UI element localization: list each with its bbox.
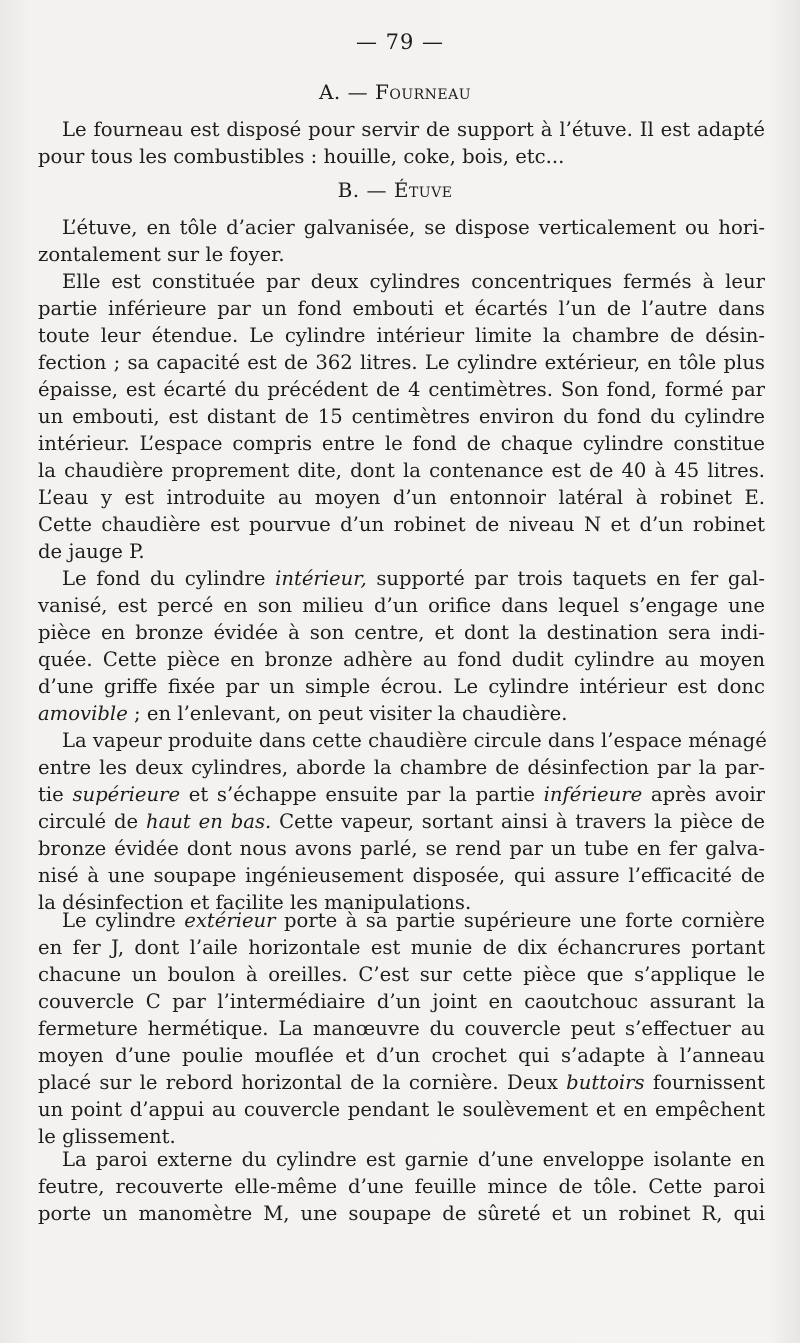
text-line: entre les deux cylindres, aborde la chambre de désinfection par la par-: [38, 756, 765, 779]
paragraph-1: [38, 214, 765, 268]
text-run: porte à sa partie supérieure une forte cornière: [284, 909, 765, 932]
text-run: Le fond du cylindre: [62, 567, 266, 590]
text-line: toute leur étendue. Le cylindre intérieur limite la chambre de désin-: [38, 324, 765, 347]
text-line: de jauge P.: [38, 540, 145, 563]
text-line: fermeture hermétique. La manœuvre du couvercle peut s’effectuer au: [38, 1017, 765, 1040]
text-line: moyen d’une poulie mouflée et d’un crochet qui s’adapte à l’anneau: [38, 1044, 765, 1067]
text-line: Le fourneau est disposé pour servir de support à l’étuve. Il est adapté: [62, 118, 765, 141]
text-line: d’une griffe fixée par un simple écrou. Le cylindre intérieur est donc: [38, 675, 765, 698]
italic-text: intérieur,: [275, 567, 367, 590]
text-line: quée. Cette pièce en bronze adhère au fond dudit cylindre au moyen: [38, 648, 765, 671]
text-line: un embouti, est distant de 15 centimètres environ du fond du cylindre: [38, 405, 765, 428]
text-line: porte un manomètre M, une soupape de sûreté et un robinet R, qui: [38, 1202, 765, 1225]
paragraph-5: [38, 907, 765, 1150]
text-line: bronze évidée dont nous avons parlé, se rend par un tube en fer galva-: [38, 837, 765, 860]
text-line: la chaudière proprement dite, dont la contenance est de 40 à 45 litres.: [38, 459, 765, 482]
text-line: [38, 907, 765, 934]
italic-text: supérieure: [72, 783, 181, 806]
text-line: épaisse, est écarté du précédent de 4 centimètres. Son fond, formé par: [38, 378, 765, 401]
section-heading-b: [0, 178, 790, 202]
text-line: La paroi externe du cylindre est garnie d’une enveloppe isolante en: [62, 1148, 765, 1171]
text-line: [38, 700, 765, 727]
paragraph-4: [38, 727, 765, 916]
text-line: intérieur. L’espace compris entre le fond de chaque cylindre constitue: [38, 432, 765, 455]
text-line: nisé à une soupape ingénieusement disposée, qui assure l’efficacité de: [38, 864, 765, 887]
text-run: circulé de: [38, 810, 139, 833]
text-run: et s’échappe ensuite par la partie: [188, 783, 535, 806]
section-a-paragraph: [38, 116, 765, 170]
text-line: Elle est constituée par deux cylindres concentriques fermés à leur: [62, 270, 765, 293]
italic-text: amovible: [38, 702, 128, 725]
text-run: placé sur le rebord horizontal de la cornière. Deux: [38, 1071, 558, 1094]
text-line: pour tous les combustibles : houille, coke, bois, etc...: [38, 145, 565, 168]
text-run: tie: [38, 783, 64, 806]
text-line: couvercle C par l’intermédiaire d’un joint en caoutchouc assurant la: [38, 990, 765, 1013]
section-b-title: Étuve: [393, 178, 453, 202]
text-line: le glissement.: [38, 1125, 176, 1148]
section-a-title: Fourneau: [374, 80, 472, 104]
text-line: [38, 565, 765, 592]
text-line: un point d’appui au couvercle pendant le soulèvement et en empêchent: [38, 1098, 765, 1121]
paragraph-3: [38, 565, 765, 727]
text-line: [38, 808, 765, 835]
italic-text: buttoirs: [566, 1071, 645, 1094]
italic-text: extérieur: [184, 909, 276, 932]
text-run: Le cylindre: [62, 909, 176, 932]
text-run: après avoir: [650, 783, 765, 806]
section-heading-a: [0, 80, 790, 104]
text-run: fournissent: [652, 1071, 765, 1094]
text-run: supporté par trois taquets en fer gal-: [376, 567, 765, 590]
italic-text: haut en bas.: [145, 810, 272, 833]
text-line: Cette chaudière est pourvue d’un robinet de niveau N et d’un robinet: [38, 513, 765, 536]
text-line: L’étuve, en tôle d’acier galvanisée, se dispose verticalement ou hori-: [62, 216, 765, 239]
paragraph-2: [38, 268, 765, 565]
text-line: chacune un boulon à oreilles. C’est sur cette pièce que s’applique le: [38, 963, 765, 986]
text-run: ; en l’enlevant, on peut visiter la chaudière.: [127, 702, 568, 725]
text-line: [38, 1069, 765, 1096]
italic-text: inférieure: [543, 783, 643, 806]
text-line: feutre, recouverte elle-même d’une feuille mince de tôle. Cette paroi: [38, 1175, 765, 1198]
text-line: fection ; sa capacité est de 362 litres. Le cylindre extérieur, en tôle plus: [38, 351, 765, 374]
text-line: en fer J, dont l’aile horizontale est munie de dix échancrures portant: [38, 936, 765, 959]
text-line: La vapeur produite dans cette chaudière circule dans l’espace ménagé: [62, 729, 767, 752]
text-line: vanisé, est percé en son milieu d’un orifice dans lequel s’engage une: [38, 594, 765, 617]
section-b-label: B. —: [337, 178, 387, 202]
text-line: la désinfection et facilite les manipulations.: [38, 891, 472, 914]
text-line: partie inférieure par un fond embouti et écartés l’un de l’autre dans: [38, 297, 765, 320]
text-line: zontalement sur le foyer.: [38, 243, 285, 266]
section-a-label: A. —: [318, 80, 369, 104]
paragraph-6: [38, 1146, 765, 1227]
page-number: — 79 —: [355, 30, 445, 54]
text-line: pièce en bronze évidée à son centre, et dont la destination sera indi-: [38, 621, 765, 644]
text-line: L’eau y est introduite au moyen d’un entonnoir latéral à robinet E.: [38, 486, 765, 509]
text-line: [38, 781, 765, 808]
text-run: Cette vapeur, sortant ainsi à travers la pièce de: [279, 810, 765, 833]
